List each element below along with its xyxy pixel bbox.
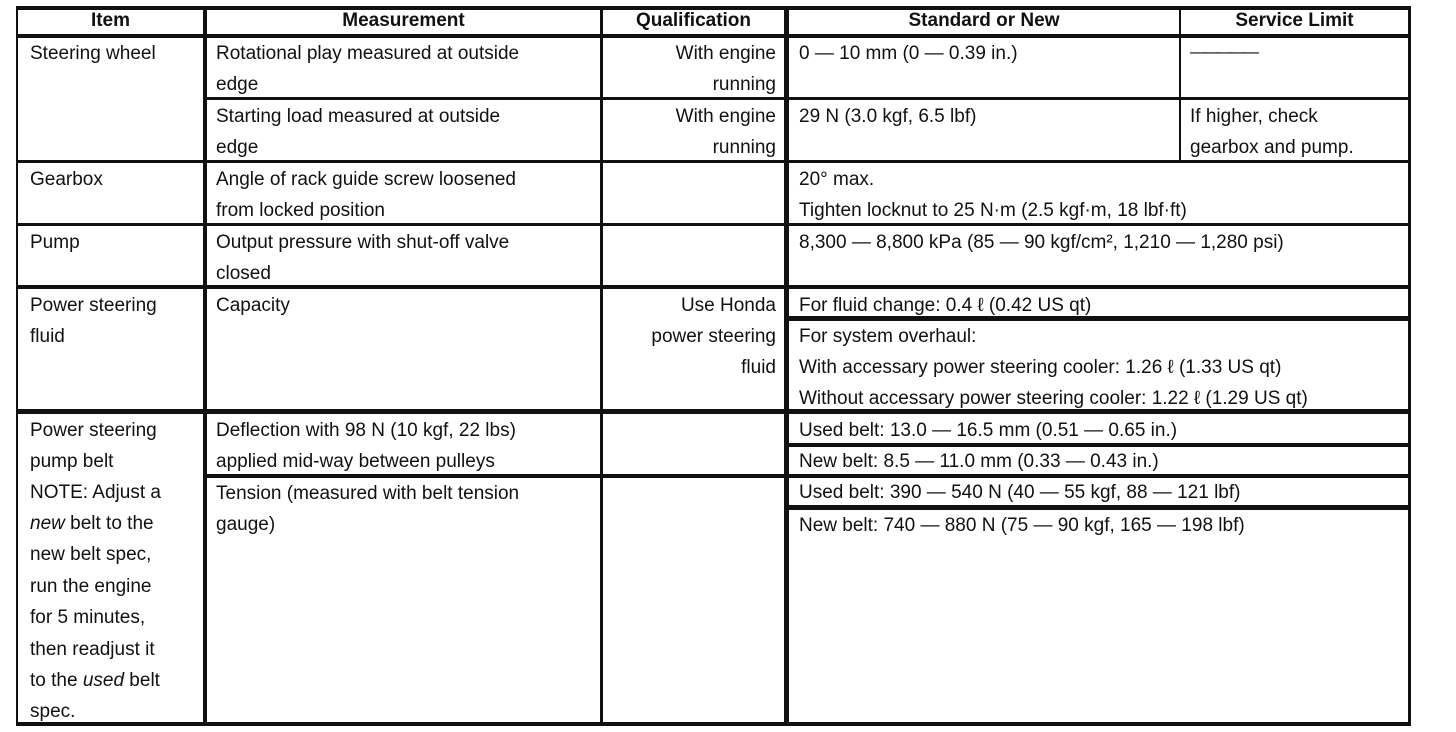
belt-note-line7 bbox=[30, 665, 160, 696]
new-belt-deflection: New belt: 8.5 — 11.0 mm (0.33 — 0.43 in.) bbox=[799, 451, 1159, 472]
load-standard: 29 N (3.0 kgf, 6.5 lbf) bbox=[799, 106, 977, 127]
belt-note-new-emphasis: new bbox=[30, 513, 65, 534]
belt-note-used-emphasis: used bbox=[82, 670, 125, 691]
belt-deflection-line1: Deflection with 98 N (10 kgf, 22 lbs) bbox=[216, 420, 516, 441]
play-qualification-line2: running bbox=[712, 74, 776, 95]
border-left bbox=[16, 6, 18, 726]
load-service-limit-line2: gearbox and pump. bbox=[1190, 137, 1354, 158]
item-fluid-line1: Power steering bbox=[30, 295, 157, 316]
used-belt-tension: Used belt: 390 — 540 N (40 — 55 kgf, 88 — 121 lbf) bbox=[799, 482, 1241, 503]
item-steering-wheel: Steering wheel bbox=[30, 43, 156, 64]
belt-note-line2-rest: belt to the bbox=[64, 513, 154, 534]
row-split-steering bbox=[203, 97, 1411, 100]
fluid-overhaul-line3: Without accessary power steering cooler: 1.22 ℓ (1.29 US qt) bbox=[799, 388, 1308, 409]
belt-note-line1: NOTE: Adjust a bbox=[30, 482, 161, 503]
belt-deflection-line2: applied mid-way between pulleys bbox=[216, 451, 495, 472]
gearbox-measurement-line1: Angle of rack guide screw loosened bbox=[216, 169, 516, 190]
belt-tension-line1: Tension (measured with belt tension bbox=[216, 483, 520, 504]
belt-note-line7-rest: belt bbox=[124, 670, 160, 691]
pump-measurement-line1: Output pressure with shut-off valve bbox=[216, 232, 510, 253]
play-service-limit: ————— bbox=[1190, 42, 1255, 61]
load-qualification-line1: With engine bbox=[675, 106, 776, 127]
item-pump: Pump bbox=[30, 232, 80, 253]
belt-note-line2 bbox=[30, 508, 154, 539]
item-belt-line1: Power steering bbox=[30, 420, 157, 441]
col-divider-qualification bbox=[784, 6, 789, 726]
gearbox-standard-line1: 20° max. bbox=[799, 169, 875, 190]
pump-standard: 8,300 — 8,800 kPa (85 — 90 kgf/cm², 1,210 — 1,280 psi) bbox=[799, 232, 1284, 253]
load-measurement-line1: Starting load measured at outside bbox=[216, 106, 501, 127]
belt-note-line3: new belt spec, bbox=[30, 544, 152, 565]
fluid-qualification-line3: fluid bbox=[741, 357, 776, 378]
fluid-measurement: Capacity bbox=[216, 295, 290, 316]
fluid-overhaul-line2: With accessary power steering cooler: 1.26 ℓ (1.33 US qt) bbox=[799, 357, 1282, 378]
gearbox-measurement-line2: from locked position bbox=[216, 200, 385, 221]
col-divider-item bbox=[203, 6, 207, 726]
play-qualification-line1: With engine bbox=[675, 43, 776, 64]
header-service-limit: Service Limit bbox=[1235, 10, 1354, 31]
load-qualification-line2: running bbox=[712, 137, 776, 158]
fluid-qualification-line2: power steering bbox=[651, 326, 776, 347]
used-belt-deflection: Used belt: 13.0 — 16.5 mm (0.51 — 0.65 in.) bbox=[799, 420, 1178, 441]
belt-note-line6: then readjust it bbox=[30, 639, 155, 660]
belt-note-line8: spec. bbox=[30, 701, 76, 722]
load-measurement-line2: edge bbox=[216, 137, 259, 158]
header-qualification: Qualification bbox=[635, 10, 752, 31]
play-measurement-line2: edge bbox=[216, 74, 259, 95]
fluid-change-standard: For fluid change: 0.4 ℓ (0.42 US qt) bbox=[799, 295, 1092, 316]
play-measurement-line1: Rotational play measured at outside bbox=[216, 43, 520, 64]
item-gearbox: Gearbox bbox=[30, 169, 103, 190]
header-standard: Standard or New bbox=[908, 10, 1060, 31]
play-standard: 0 — 10 mm (0 — 0.39 in.) bbox=[799, 43, 1018, 64]
new-belt-tension: New belt: 740 — 880 N (75 — 90 kgf, 165 — 198 lbf) bbox=[799, 515, 1245, 536]
border-bottom bbox=[16, 722, 1411, 726]
item-belt-line2: pump belt bbox=[30, 451, 114, 472]
fluid-qualification-line1: Use Honda bbox=[680, 295, 776, 316]
load-service-limit-line1: If higher, check bbox=[1190, 106, 1318, 127]
gearbox-standard-line2: Tighten locknut to 25 N·m (2.5 kgf·m, 18 lbf·ft) bbox=[799, 200, 1187, 221]
belt-tension-line2: gauge) bbox=[216, 514, 276, 535]
belt-note-line5: for 5 minutes, bbox=[30, 607, 146, 628]
belt-note-line7-pre: to the bbox=[30, 670, 83, 691]
item-fluid-line2: fluid bbox=[30, 326, 65, 347]
header-item: Item bbox=[90, 10, 131, 31]
belt-note-line4: run the engine bbox=[30, 576, 152, 597]
pump-measurement-line2: closed bbox=[216, 263, 271, 284]
border-right bbox=[1408, 6, 1411, 726]
fluid-overhaul-line1: For system overhaul: bbox=[799, 326, 977, 347]
header-measurement: Measurement bbox=[342, 10, 465, 31]
